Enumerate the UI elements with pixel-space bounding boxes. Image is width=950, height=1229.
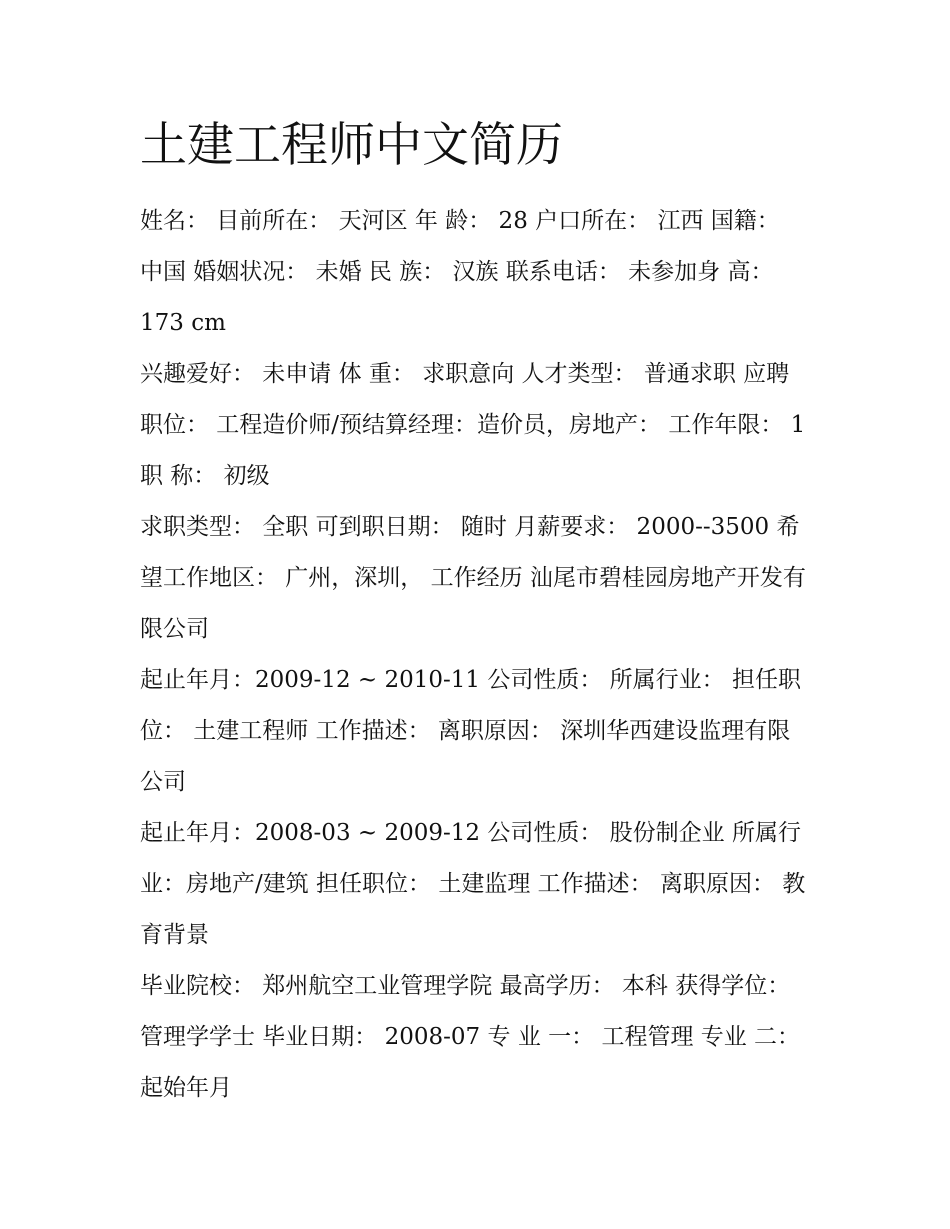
document-body xyxy=(140,196,810,1114)
document-title: 土建工程师中文简历 xyxy=(140,118,563,173)
paragraph-work-experience-2: 起止年月：2008-03 ~ 2009-12 公司性质： 股份制企业 所属行业：房地产/建筑 担任职位： 土建监理 工作描述： 离职原因： 教育背景 xyxy=(140,820,806,948)
paragraph-education: 毕业院校： 郑州航空工业管理学院 最高学历： 本科 获得学位： 管理学学士 毕业日期： 2008-07 专 业 一： 工程管理 专业 二： 起始年月 xyxy=(140,973,801,1101)
paragraph-personal-info: 姓名： 目前所在： 天河区 年 龄： 28 户口所在： 江西 国籍： 中国 婚姻状况： 未婚 民 族： 汉族 联系电话： 未参加身 高： 173 cm xyxy=(140,208,780,336)
paragraph-work-experience-1: 起止年月：2009-12 ~ 2010-11 公司性质： 所属行业： 担任职位： 土建工程师 工作描述： 离职原因： 深圳华西建设监理有限公司 xyxy=(140,667,801,795)
paragraph-job-intention: 兴趣爱好： 未申请 体 重： 求职意向 人才类型： 普通求职 应聘职位： 工程造价师/预结算经理：造价员，房地产： 工作年限： 1 职 称： 初级 xyxy=(140,361,806,489)
paragraph-job-requirements: 求职类型： 全职 可到职日期： 随时 月薪要求： 2000--3500 希望工作地区： 广州，深圳， 工作经历 汕尾市碧桂园房地产开发有限公司 xyxy=(140,514,806,642)
